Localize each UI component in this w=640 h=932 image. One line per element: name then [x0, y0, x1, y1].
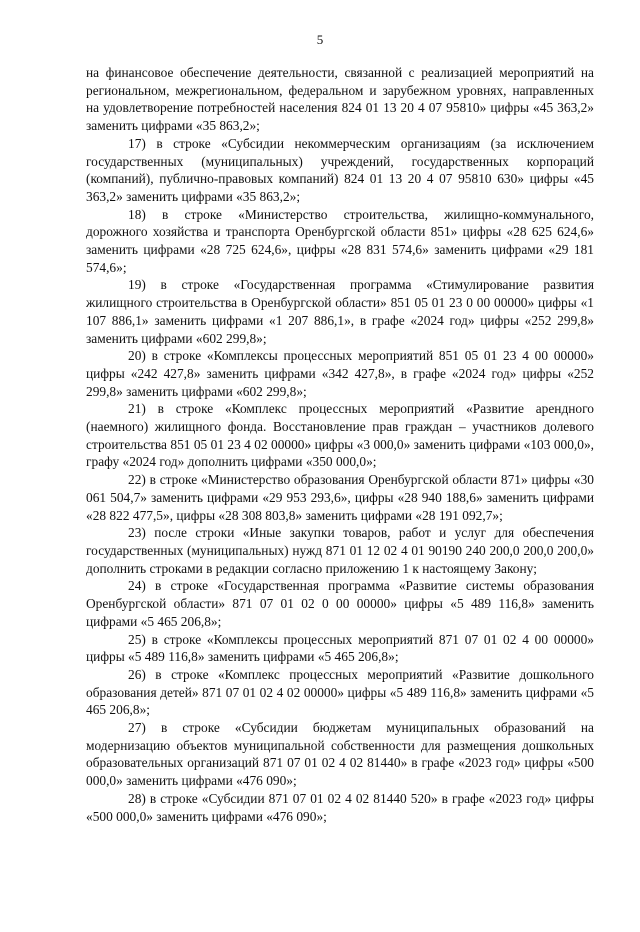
- paragraph: 27) в строке «Субсидии бюджетам муниципальных образований на модернизацию объектов муниципальной собственности для размещения дошкольных образовательных организаций 871 07 01 02 4 02 81440» в графе «2023 год» цифры «500 000,0» заменить цифрами «476 090»;: [86, 720, 594, 789]
- paragraph: 22) в строке «Министерство образования Оренбургской области 871» цифры «30 061 504,7» заменить цифрами «29 953 293,6», цифры «28 940 188,6» заменить цифрами «28 822 477,5», цифры «28 308 803,8» заменить цифрами «28 191 092,7»;: [86, 472, 594, 523]
- paragraph: 21) в строке «Комплекс процессных мероприятий «Развитие арендного (наемного) жилищного фонда. Восстановление прав граждан – участников долевого строительства 851 05 01 23 4 02 00000» цифры «3 000,0» заменить цифрами «103 000,0», графу «2024 год» дополнить цифрами «350 000,0»;: [86, 401, 594, 470]
- document-body: [86, 64, 594, 825]
- page-number: 5: [316, 32, 324, 47]
- paragraph: 20) в строке «Комплексы процессных мероприятий 851 05 01 23 4 00 00000» цифры «242 427,8» заменить цифрами «342 427,8», в графе «2024 год» цифры «252 299,8» заменить цифрами «602 299,8»;: [86, 348, 594, 399]
- paragraph: на финансовое обеспечение деятельности, связанной с реализацией мероприятий на региональном, межрегиональном, федеральном и зарубежном уровнях, направленных на удовлетворение потребностей населения 824 01 13 20 4 07 95810» цифры «45 363,2» заменить цифрами «35 863,2»;: [86, 65, 594, 134]
- paragraph: 28) в строке «Субсидии 871 07 01 02 4 02 81440 520» в графе «2023 год» цифры «500 000,0» заменить цифрами «476 090»;: [86, 790, 594, 824]
- paragraph: 17) в строке «Субсидии некоммерческим организациям (за исключением государственных (муниципальных) учреждений, государственных корпораций (компаний), публично-правовых компаний) 824 01 13 20 4 07 95810 630» цифры «45 363,2» заменить цифрами «35 863,2»;: [86, 135, 594, 204]
- paragraph: 19) в строке «Государственная программа «Стимулирование развития жилищного строительства в Оренбургской области» 851 05 01 23 0 00 00000» цифры «1 107 886,1» заменить цифрами «1 207 886,1», в графе «2024 год» цифры «252 299,8» заменить цифрами «602 299,8»;: [86, 277, 594, 346]
- paragraph: 23) после строки «Иные закупки товаров, работ и услуг для обеспечения государственных (муниципальных) нужд 871 01 12 02 4 01 90190 240 200,0 200,0 200,0» дополнить строками в редакции согласно приложению 1 к настоящему Закону;: [86, 525, 594, 576]
- paragraph: 24) в строке «Государственная программа «Развитие системы образования Оренбургской области» 871 07 01 02 0 00 00000» цифры «5 489 116,8» заменить цифрами «5 465 206,8»;: [86, 578, 594, 629]
- paragraph: 25) в строке «Комплексы процессных мероприятий 871 07 01 02 4 00 00000» цифры «5 489 116,8» заменить цифрами «5 465 206,8»;: [86, 631, 594, 665]
- paragraph: 18) в строке «Министерство строительства, жилищно-коммунального, дорожного хозяйства и транспорта Оренбургской области 851» цифры «28 625 624,6» заменить цифрами «28 725 624,6», цифры «28 831 574,6» заменить цифрами «29 181 574,6»;: [86, 206, 594, 275]
- paragraph: 26) в строке «Комплекс процессных мероприятий «Развитие дошкольного образования детей» 871 07 01 02 4 02 00000» цифры «5 489 116,8» заменить цифрами «5 465 206,8»;: [86, 666, 594, 718]
